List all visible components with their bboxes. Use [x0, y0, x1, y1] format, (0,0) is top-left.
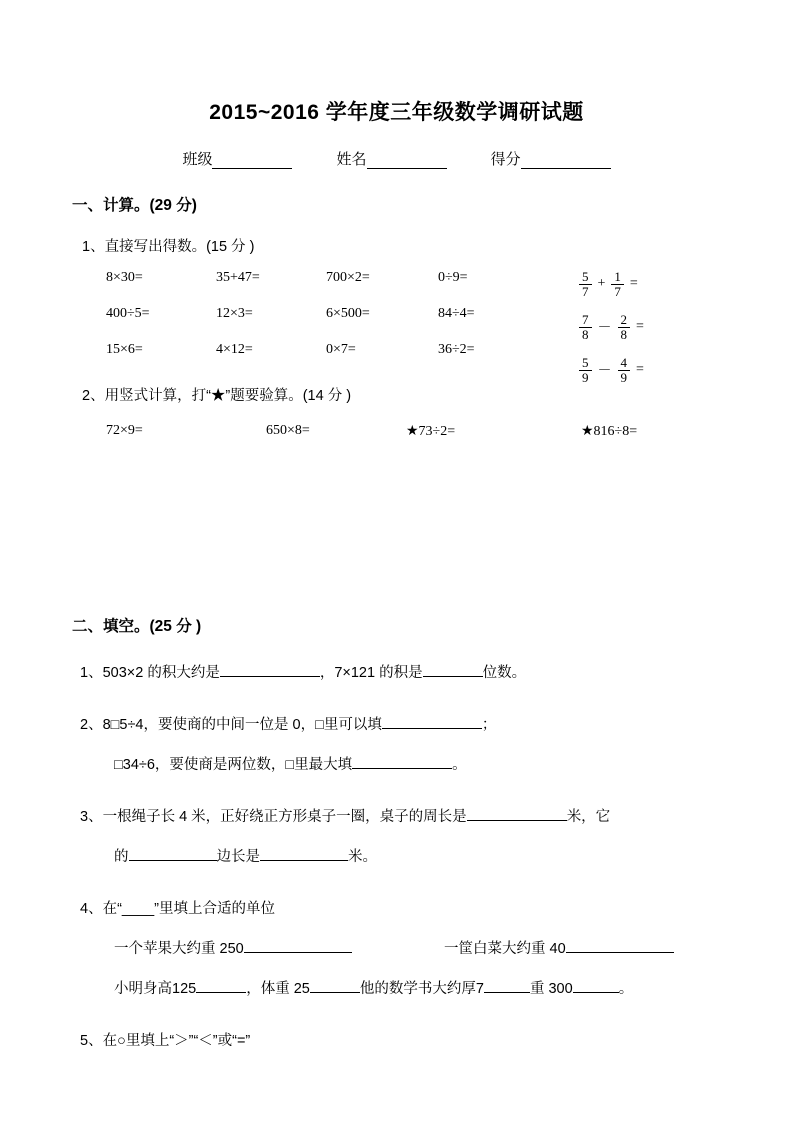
calc-item: 0÷9=: [438, 270, 468, 285]
fraction-a: [579, 313, 592, 341]
fraction-numerator: 1: [614, 268, 621, 284]
fill-q4-text-a: 一个苹果大约重 250: [114, 941, 244, 957]
fraction-b: [611, 270, 624, 298]
fraction-equals: =: [636, 362, 644, 377]
fill-q1-blank-2[interactable]: [423, 676, 483, 677]
field-score: [491, 148, 611, 169]
fraction-numerator: 2: [620, 311, 627, 327]
field-score-label: 得分: [490, 151, 521, 168]
calc-item: 36÷2=: [438, 342, 475, 357]
fraction-a: [579, 356, 592, 384]
fill-question-4: [80, 894, 721, 1004]
fill-q3-text-a: 3、一根绳子长 4 米，正好绕正方形桌子一圈，桌子的周长是: [80, 809, 467, 825]
fraction-denominator: 7: [611, 284, 624, 299]
fraction-denominator: 7: [579, 284, 592, 299]
fill-q3-sub-text-b: 边长是: [216, 849, 260, 865]
fill-q4-blank-2[interactable]: [566, 952, 674, 953]
fill-question-1: [80, 658, 721, 688]
fill-q4-label: 4、在“____”里填上合适的单位: [80, 901, 275, 917]
fill-q2-sub-text-a: □34÷6，要使商是两位数，□里最大填: [114, 757, 353, 773]
fraction-numerator: 5: [582, 354, 589, 370]
fill-q3-blank-3[interactable]: [260, 860, 348, 861]
fill-q4-blank-6[interactable]: [573, 992, 619, 993]
calc-item: 8×30=: [106, 270, 143, 285]
fill-q4-text-c5: 。: [618, 981, 634, 997]
field-class-input[interactable]: [212, 154, 292, 169]
fraction-operator: －: [597, 321, 612, 336]
fraction-b: [618, 356, 631, 384]
calc-item: 0×7=: [326, 342, 356, 357]
calc-item: 700×2=: [326, 270, 370, 285]
fraction-expression: [576, 264, 716, 304]
page-title: 2015~2016 学年度三年级数学调研试题: [209, 101, 584, 124]
fraction-column: [576, 264, 716, 393]
fill-q3-text-b: 米，它: [566, 809, 611, 825]
fraction-operator: +: [597, 276, 606, 291]
fraction-numerator: 4: [620, 354, 627, 370]
fill-q5-label: 5、在○里填上“＞”“＜”或“=”: [80, 1033, 251, 1049]
fraction-denominator: 8: [579, 327, 592, 342]
fill-q4-text-c2: ，体重 25: [246, 981, 310, 997]
field-name-input[interactable]: [367, 154, 447, 169]
vertical-calc-item: 72×9=: [106, 423, 143, 438]
fill-q2-text-b: ；: [481, 717, 497, 733]
fill-q3-blank-1[interactable]: [467, 820, 567, 821]
fraction-numerator: 7: [582, 311, 589, 327]
work-space-area[interactable]: [72, 440, 721, 590]
fraction-expression: [576, 307, 716, 347]
fill-q4-text-b: 一筐白菜大约重 40: [444, 941, 566, 957]
fill-q4-blank-1[interactable]: [244, 952, 352, 953]
section-one-heading: 一、计算。(29 分): [72, 197, 197, 214]
calc-item: 84÷4=: [438, 306, 475, 321]
fill-q4-blank-3[interactable]: [196, 992, 246, 993]
field-name-label: 姓名: [336, 151, 367, 168]
fill-question-5: [80, 1026, 721, 1056]
field-score-input[interactable]: [521, 154, 611, 169]
section-two-heading: 二、填空。(25 分 ): [72, 618, 202, 635]
fill-question-2-sub: [114, 750, 721, 780]
fraction-denominator: 8: [618, 327, 631, 342]
fill-q1-blank-1[interactable]: [220, 676, 320, 677]
vertical-calc-item: ★73÷2=: [406, 424, 456, 439]
fill-q4-text-c4: 重 300: [529, 981, 573, 997]
fraction-numerator: 5: [582, 268, 589, 284]
fraction-denominator: 9: [579, 370, 592, 385]
fraction-equals: =: [636, 319, 644, 334]
fill-q2-blank-2[interactable]: [352, 768, 452, 769]
fill-q3-sub-text-a: 的: [114, 849, 129, 865]
vertical-calc-item: 650×8=: [266, 423, 310, 438]
fraction-operator: －: [597, 364, 612, 379]
fill-question-2: [80, 710, 721, 780]
fill-q3-blank-2[interactable]: [129, 860, 217, 861]
fill-q4-text-c3: 他的数学书大约厚7: [359, 981, 484, 997]
fill-question-3-sub: [114, 842, 721, 872]
field-name: [336, 148, 446, 169]
fraction-denominator: 9: [618, 370, 631, 385]
fraction-equals: =: [629, 276, 638, 291]
fill-q1-text-c: 位数。: [482, 665, 527, 681]
fill-q1-text-b: ，7×121 的积是: [319, 665, 423, 681]
fill-q2-text-a: 2、8□5÷4，要使商的中间一位是 0，□里可以填: [80, 717, 382, 733]
fill-question-3: [80, 802, 721, 872]
fill-q1-text-a: 1、503×2 的积大约是: [80, 665, 220, 681]
vertical-calc-item: ★816÷8=: [581, 424, 638, 439]
fill-q4-row-2: [114, 974, 721, 1004]
calc-item: 12×3=: [216, 306, 253, 321]
fill-q4-blank-4[interactable]: [310, 992, 360, 993]
header-fields: [72, 148, 721, 169]
question-1-2-label: 2、用竖式计算，打“★”题要验算。(14 分 ): [82, 388, 352, 404]
question-1-1-label: 1、直接写出得数。(15 分 ): [82, 239, 255, 255]
fraction-a: [579, 270, 592, 298]
fill-q3-sub-text-c: 米。: [348, 849, 377, 865]
calc-item: 6×500=: [326, 306, 370, 321]
field-class-label: 班级: [182, 151, 213, 168]
calc-item: 15×6=: [106, 342, 143, 357]
oral-calculation-block: [106, 268, 706, 385]
calc-item: 400÷5=: [106, 306, 150, 321]
fill-q2-sub-text-b: 。: [452, 757, 467, 773]
fraction-b: [618, 313, 631, 341]
calc-item: 4×12=: [216, 342, 253, 357]
calc-item: 35+47=: [216, 270, 260, 285]
fill-q4-text-c1: 小明身高125: [114, 981, 197, 997]
fill-q4-row-1: [114, 934, 721, 964]
fill-q2-blank-1[interactable]: [382, 728, 482, 729]
fraction-expression: [576, 350, 716, 390]
field-class: [182, 148, 292, 169]
fill-q4-blank-5[interactable]: [484, 992, 530, 993]
vertical-calculation-row: [106, 423, 721, 440]
